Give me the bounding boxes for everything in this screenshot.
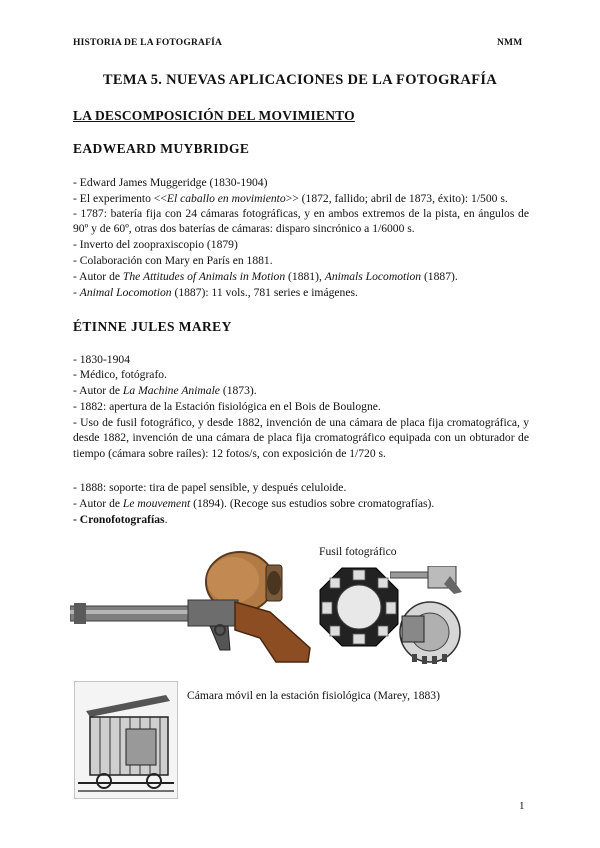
chronophotographic-plate-image xyxy=(318,566,400,648)
muybridge-line-1: - Edward James Muggeridge (1830-1904) xyxy=(73,176,268,189)
muybridge-line-2: - El experimento <<El caballo en movimiento>> (1872, fallido; abril de 1873, éxito): 1/500 s. xyxy=(73,192,508,205)
marey-line-4: - 1882: apertura de la Estación fisiológica en el Bois de Boulogne. xyxy=(73,400,381,413)
muybridge-line-3: - 1787: batería fija con 24 cámaras fotográficas, y en ambos extremos de la pista, en ángulos de 90º y de 60º, otras dos baterías de cámaras: disparo sincrónico a 1/6000 s. xyxy=(73,207,529,236)
page-number: 1 xyxy=(519,800,525,812)
muybridge-heading: EADWEARD MUYBRIDGE xyxy=(73,141,250,156)
muybridge-line-4: - Inverto del zoopraxiscopio (1879) xyxy=(73,238,238,251)
marey-line-2: - Médico, fotógrafo. xyxy=(73,368,168,381)
page-title: TEMA 5. NUEVAS APLICACIONES DE LA FOTOGRAFÍA xyxy=(102,72,498,88)
muybridge-line-5: - Colaboración con Mary en París en 1881. xyxy=(73,254,273,267)
marey-line-7: - Autor de Le mouvement (1894). (Recoge sus estudios sobre cromatografías). xyxy=(73,497,435,510)
marey-line-3: - Autor de La Machine Animale (1873). xyxy=(73,384,257,397)
section-heading: LA DESCOMPOSICIÓN DEL MOVIMIENTO xyxy=(73,108,355,123)
marey-heading: ÉTINNE JULES MAREY xyxy=(73,319,232,334)
marey-line-1: - 1830-1904 xyxy=(73,353,130,366)
marey-line-6: - 1888: soporte: tira de papel sensible, y después celuloide. xyxy=(73,481,347,494)
rifle-mechanism-image xyxy=(390,566,462,596)
header-left: HISTORIA DE LA FOTOGRAFÍA xyxy=(73,38,223,48)
photographic-rifle-image xyxy=(70,540,315,665)
header-right: NMM xyxy=(497,38,523,48)
caption-fusil: Fusil fotográfico xyxy=(319,545,397,558)
camera-mechanism-image xyxy=(392,596,464,666)
muybridge-line-7: - Animal Locomotion (1887): 11 vols., 781 series e imágenes. xyxy=(73,286,358,299)
marey-line-5: - Uso de fusil fotográfico, y desde 1882, invención de una cámara de placa fija cromatográfica, y desde 1882, invención de una cámara de placa fija cromatográfico equipada con un obturador de tiempo (cámara sobre raíles): 12 fotos/s, con exposición de 1/720 s. xyxy=(73,416,529,460)
muybridge-line-6: - Autor de The Attitudes of Animals in Motion (1881), Animals Locomotion (1887). xyxy=(73,270,458,283)
mobile-camera-image xyxy=(74,681,178,799)
caption-camara: Cámara móvil en la estación fisiológica (Marey, 1883) xyxy=(187,689,440,702)
marey-line-8: - Cronofotografías. xyxy=(73,513,168,526)
